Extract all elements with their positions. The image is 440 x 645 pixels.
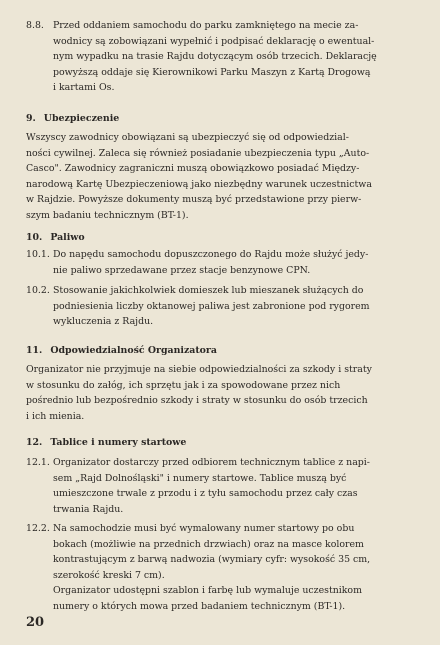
text-line: i kartami Os. (53, 82, 115, 94)
text-line: w stosunku do załóg, ich sprzętu jak i za spowodowane przez nich (26, 379, 341, 391)
item-8-8-text (26, 18, 410, 96)
section-9-body (26, 130, 410, 224)
text-line: wodnicy są zobowiązani wypełnić i podpisać deklarację o ewentual- (53, 35, 375, 47)
section-12 (26, 436, 410, 450)
section-heading (26, 231, 410, 245)
text-line: pośrednio lub bezpośrednio szkody i straty w stosunku do osób trzecich (26, 395, 368, 407)
text-line: sem „Rajd Dolnośląski" i numery startowe. Tablice muszą być (53, 472, 347, 484)
text-line: szym badaniu technicznym (BT-1). (26, 209, 189, 221)
text-line: bokach (możliwie na przednich drzwiach) oraz na masce kolorem (53, 538, 364, 550)
text-line: nym wypadku na trasie Rajdu dotyczącym osób trzecich. Deklarację (53, 51, 377, 63)
item-12-1 (26, 455, 410, 517)
section-9-paragraph (26, 130, 410, 224)
section-heading (26, 112, 410, 126)
item-10-2 (26, 283, 410, 330)
text-line: w Rajdzie. Powyższe dokumenty muszą być przedstawione przy pierw- (26, 194, 362, 206)
text-line: Casco". Zawodnicy zagraniczni muszą obowiązkowo posiadać Między- (26, 163, 360, 175)
text-line: Do napędu samochodu dopuszczonego do Rajdu może służyć jedy- (53, 249, 369, 260)
section-11 (26, 344, 410, 358)
page-number: 20 (26, 615, 45, 630)
text-line: szerokość kreski 7 cm). (53, 569, 165, 581)
item-number: 10.2. (26, 285, 50, 296)
section-title: Odpowiedzialność Organizatora (50, 345, 217, 356)
section-title: Tablice i numery startowe (50, 437, 187, 448)
item-12-2 (26, 521, 410, 615)
text-line: narodową Kartę Ubezpieczeniową jako niezbędny warunek uczestnictwa (26, 178, 372, 190)
section-number: 10. (26, 232, 43, 243)
section-title: Paliwo (50, 232, 85, 243)
text-line: umieszczone trwale z przodu i z tyłu samochodu przez cały czas (53, 488, 358, 500)
text-line: Przed oddaniem samochodu do parku zamkniętego na mecie za- (53, 20, 359, 31)
text-line: Organizator dostarczy przed odbiorem technicznym tablice z napi- (53, 457, 370, 468)
item-number: 12.1. (26, 457, 50, 468)
text-line: Stosowanie jakichkolwiek domieszek lub mieszanek służących do (53, 285, 364, 296)
section-number: 12. (26, 437, 43, 448)
section-10 (26, 231, 410, 245)
item-10-1 (26, 247, 410, 278)
item-number: 10.1. (26, 249, 50, 260)
section-9 (26, 112, 410, 126)
text-line: nie paliwo sprzedawane przez stacje benzynowe CPN. (53, 264, 311, 276)
text-line: Wszyscy zawodnicy obowiązani są ubezpieczyć się od odpowiedzial- (26, 132, 349, 143)
text-line: kontrastującym z barwą nadwozia (wymiary cyfr: wysokość 35 cm, (53, 554, 371, 566)
item-number: 12.2. (26, 523, 50, 534)
text-line: powyższą oddaje się Kierownikowi Parku Maszyn z Kartą Drogową (53, 66, 371, 78)
section-heading (26, 436, 410, 450)
text-line: Organizator udostępni szablon i farbę lub wymaluje uczestnikom (53, 585, 362, 597)
text-line: i ich mienia. (26, 410, 85, 422)
section-title: Ubezpieczenie (43, 113, 120, 124)
text-line: podniesienia liczby oktanowej paliwa jest zabronione pod rygorem (53, 300, 370, 312)
section-11-body (26, 362, 410, 424)
text-line: Na samochodzie musi być wymalowany numer startowy po obu (53, 523, 355, 534)
text-line: numery o których mowa przed badaniem technicznym (BT-1). (53, 600, 346, 612)
section-11-paragraph (26, 362, 410, 424)
text-line: trwania Rajdu. (53, 503, 124, 515)
item-12-2-text (26, 521, 410, 615)
text-line: Organizator nie przyjmuje na siebie odpowiedzialności za szkody i straty (26, 364, 372, 375)
item-10-2-text (26, 283, 410, 330)
item-12-1-text (26, 455, 410, 517)
text-line: ności cywilnej. Zaleca się również posiadanie ubezpieczenia typu „Auto- (26, 147, 370, 159)
item-number: 8.8. (26, 20, 44, 31)
section-number: 11. (26, 345, 43, 356)
item-10-1-text (26, 247, 410, 278)
text-line: wykluczenia z Rajdu. (53, 316, 154, 328)
item-8-8 (26, 18, 410, 96)
section-number: 9. (26, 113, 36, 124)
section-heading (26, 344, 410, 358)
